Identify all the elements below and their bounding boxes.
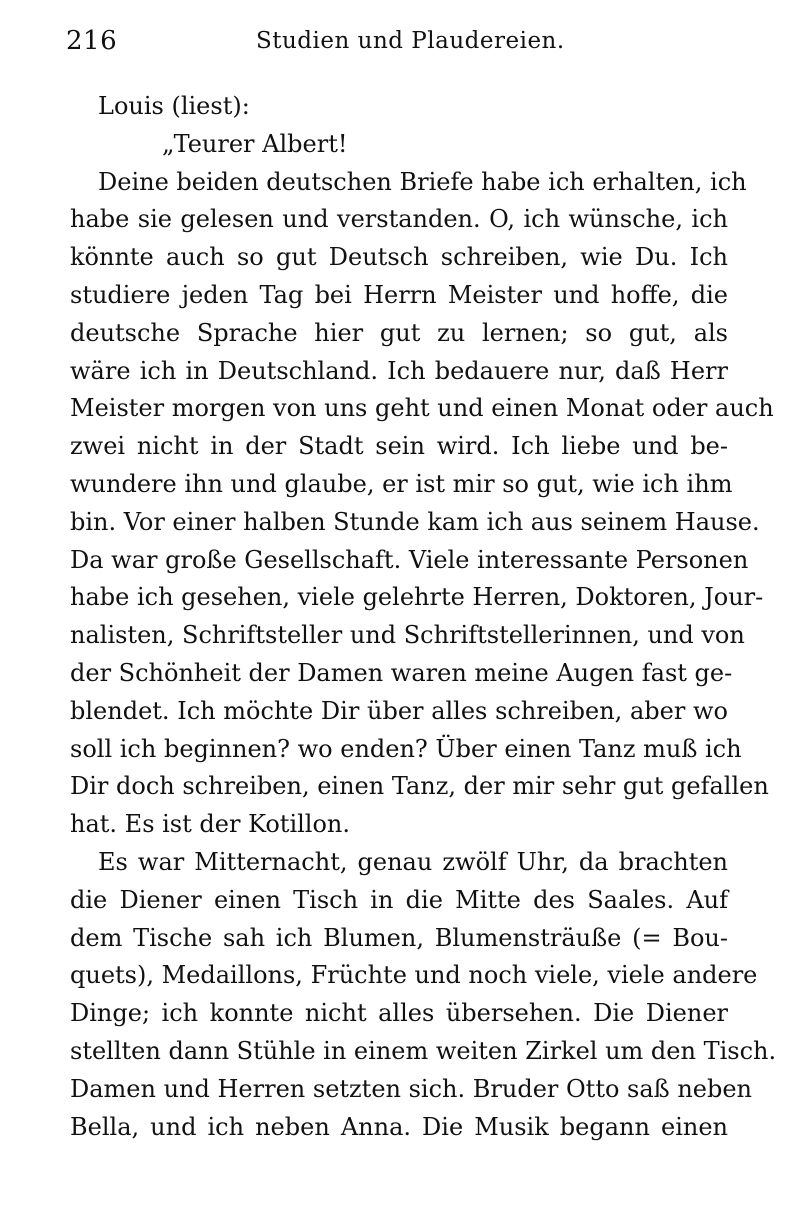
text-line: Dinge; ich konnte nicht alles übersehen. Die Diener [70, 999, 728, 1028]
text-line: wäre ich in Deutschland. Ich bedauere nur, daß Herr [70, 356, 728, 385]
text-line: Es war Mitternacht, genau zwölf Uhr, da brachten [98, 847, 728, 876]
text-line: quets), Medaillons, Früchte und noch viele, viele andere [70, 961, 758, 990]
text-line: Dir doch schreiben, einen Tanz, der mir sehr gut gefallen [70, 772, 769, 801]
text-line: die Diener einen Tisch in die Mitte des Saales. Auf [70, 885, 728, 914]
text-line: wundere ihn und glaube, er ist mir so gut, wie ich ihm [70, 469, 733, 498]
text-line: Da war große Gesellschaft. Viele interessante Personen [70, 545, 749, 574]
running-head: Studien und Plaudereien. [256, 28, 565, 54]
text-line: stellten dann Stühle in einem weiten Zirkel um den Tisch. [70, 1036, 777, 1065]
text-line: Louis (liest): [98, 92, 250, 120]
text-line: deutsche Sprache hier gut zu lernen; so gut, als [70, 318, 728, 347]
text-line: zwei nicht in der Stadt sein wird. Ich liebe und be- [70, 432, 728, 461]
text-line: „Teurer Albert! [162, 129, 348, 158]
text-line: habe sie gelesen und verstanden. O, ich wünsche, ich [70, 205, 728, 234]
text-line: habe ich gesehen, viele gelehrte Herren, Doktoren, Jour- [70, 583, 764, 612]
text-line: der Schönheit der Damen waren meine Augen fast ge- [70, 658, 733, 687]
text-line: dem Tische sah ich Blumen, Blumensträuße (= Bou- [70, 923, 728, 952]
text-line: könnte auch so gut Deutsch schreiben, wie Du. Ich [70, 243, 728, 272]
text-line: nalisten, Schriftsteller und Schriftstellerinnen, und von [70, 621, 745, 650]
text-line: studiere jeden Tag bei Herrn Meister und hoffe, die [70, 280, 728, 309]
text-line: hat. Es ist der Kotillon. [70, 810, 351, 839]
page-header [66, 26, 728, 62]
text-line: soll ich beginnen? wo enden? Über einen Tanz muß ich [70, 734, 742, 763]
text-line: blendet. Ich möchte Dir über alles schreiben, aber wo [70, 696, 728, 725]
text-line: Bella, und ich neben Anna. Die Musik begann einen [70, 1112, 728, 1141]
page-number: 216 [66, 26, 118, 56]
text-line: Damen und Herren setzten sich. Bruder Otto saß neben [70, 1074, 753, 1103]
text-line: Meister morgen von uns geht und einen Monat oder auch [70, 394, 774, 423]
body-text [70, 88, 777, 1146]
text-line: Deine beiden deutschen Briefe habe ich erhalten, ich [98, 167, 747, 196]
text-line: bin. Vor einer halben Stunde kam ich aus seinem Hause. [70, 507, 760, 536]
